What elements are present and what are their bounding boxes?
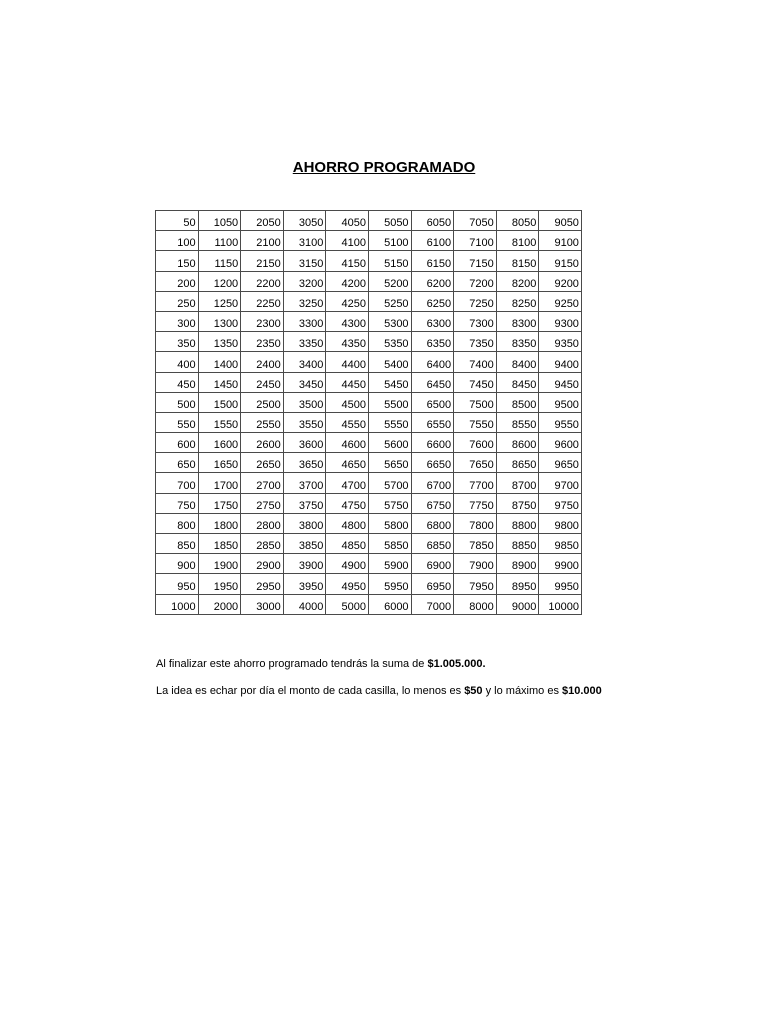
table-cell: 8000 [454, 594, 497, 614]
table-cell: 3150 [283, 251, 326, 271]
table-cell: 5400 [368, 352, 411, 372]
table-cell: 1250 [198, 291, 241, 311]
table-cell: 4650 [326, 453, 369, 473]
table-row [156, 352, 582, 372]
table-cell: 4400 [326, 352, 369, 372]
table-cell: 4700 [326, 473, 369, 493]
table-cell: 9450 [539, 372, 582, 392]
table-cell: 5800 [368, 513, 411, 533]
table-cell: 6500 [411, 392, 454, 412]
table-row [156, 291, 582, 311]
table-cell: 2800 [241, 513, 284, 533]
table-row [156, 392, 582, 412]
table-cell: 7200 [454, 271, 497, 291]
table-cell: 8300 [496, 311, 539, 331]
table-cell: 2350 [241, 332, 284, 352]
table-cell: 8550 [496, 412, 539, 432]
table-cell: 7700 [454, 473, 497, 493]
table-cell: 2650 [241, 453, 284, 473]
table-cell: 7650 [454, 453, 497, 473]
table-cell: 2300 [241, 311, 284, 331]
table-cell: 5000 [326, 594, 369, 614]
table-cell: 8400 [496, 352, 539, 372]
table-cell: 5500 [368, 392, 411, 412]
instructions-note [156, 685, 756, 698]
table-cell: 600 [156, 433, 199, 453]
table-cell: 5950 [368, 574, 411, 594]
table-cell: 9900 [539, 554, 582, 574]
table-cell: 3000 [241, 594, 284, 614]
table-cell: 4850 [326, 534, 369, 554]
table-cell: 3050 [283, 211, 326, 231]
table-cell: 3400 [283, 352, 326, 372]
table-row [156, 412, 582, 432]
table-cell: 5700 [368, 473, 411, 493]
table-cell: 4250 [326, 291, 369, 311]
table-cell: 1150 [198, 251, 241, 271]
instructions-text-b: y lo máximo es [482, 685, 563, 697]
table-cell: 5250 [368, 291, 411, 311]
table-cell: 5750 [368, 493, 411, 513]
table-cell: 800 [156, 513, 199, 533]
table-cell: 5050 [368, 211, 411, 231]
table-cell: 6150 [411, 251, 454, 271]
table-cell: 8500 [496, 392, 539, 412]
table-cell: 3700 [283, 473, 326, 493]
table-cell: 5350 [368, 332, 411, 352]
table-cell: 4100 [326, 231, 369, 251]
total-amount: $1.005.000. [427, 658, 486, 670]
table-cell: 8900 [496, 554, 539, 574]
table-cell: 9200 [539, 271, 582, 291]
table-cell: 4750 [326, 493, 369, 513]
table-cell: 2700 [241, 473, 284, 493]
table-cell: 6750 [411, 493, 454, 513]
max-amount: $10.000 [562, 685, 602, 697]
table-cell: 6900 [411, 554, 454, 574]
table-cell: 450 [156, 372, 199, 392]
table-cell: 7850 [454, 534, 497, 554]
table-cell: 5300 [368, 311, 411, 331]
table-cell: 7800 [454, 513, 497, 533]
table-cell: 1300 [198, 311, 241, 331]
table-cell: 8600 [496, 433, 539, 453]
page-title: AHORRO PROGRAMADO [292, 159, 476, 176]
table-cell: 9050 [539, 211, 582, 231]
table-cell: 6350 [411, 332, 454, 352]
table-cell: 150 [156, 251, 199, 271]
table-cell: 3800 [283, 513, 326, 533]
table-cell: 700 [156, 473, 199, 493]
table-cell: 5550 [368, 412, 411, 432]
table-cell: 3450 [283, 372, 326, 392]
table-cell: 8950 [496, 574, 539, 594]
table-cell: 3650 [283, 453, 326, 473]
table-cell: 2050 [241, 211, 284, 231]
table-cell: 8250 [496, 291, 539, 311]
table-row [156, 433, 582, 453]
table-cell: 4900 [326, 554, 369, 574]
table-cell: 2450 [241, 372, 284, 392]
table-cell: 550 [156, 412, 199, 432]
table-cell: 3200 [283, 271, 326, 291]
table-cell: 3250 [283, 291, 326, 311]
table-cell: 1450 [198, 372, 241, 392]
table-cell: 7300 [454, 311, 497, 331]
table-cell: 5100 [368, 231, 411, 251]
table-cell: 3900 [283, 554, 326, 574]
table-cell: 9400 [539, 352, 582, 372]
table-cell: 750 [156, 493, 199, 513]
table-cell: 350 [156, 332, 199, 352]
table-cell: 8100 [496, 231, 539, 251]
table-cell: 3350 [283, 332, 326, 352]
table-cell: 250 [156, 291, 199, 311]
table-cell: 1650 [198, 453, 241, 473]
min-amount: $50 [464, 685, 483, 697]
table-row [156, 372, 582, 392]
table-cell: 9350 [539, 332, 582, 352]
table-cell: 1400 [198, 352, 241, 372]
table-cell: 1700 [198, 473, 241, 493]
table-cell: 4800 [326, 513, 369, 533]
table-cell: 6600 [411, 433, 454, 453]
table-cell: 5850 [368, 534, 411, 554]
table-cell: 8200 [496, 271, 539, 291]
table-cell: 50 [156, 211, 199, 231]
table-cell: 4150 [326, 251, 369, 271]
table-row [156, 493, 582, 513]
notes [156, 658, 756, 712]
table-cell: 1600 [198, 433, 241, 453]
table-cell: 2400 [241, 352, 284, 372]
table-cell: 400 [156, 352, 199, 372]
table-cell: 6250 [411, 291, 454, 311]
table-cell: 9750 [539, 493, 582, 513]
table-cell: 8750 [496, 493, 539, 513]
table-cell: 3850 [283, 534, 326, 554]
table-cell: 9600 [539, 433, 582, 453]
table-cell: 8350 [496, 332, 539, 352]
table-cell: 9100 [539, 231, 582, 251]
table-cell: 8150 [496, 251, 539, 271]
table-row [156, 332, 582, 352]
table-cell: 8850 [496, 534, 539, 554]
table-cell: 5900 [368, 554, 411, 574]
table-cell: 7600 [454, 433, 497, 453]
table-cell: 1500 [198, 392, 241, 412]
table-cell: 1900 [198, 554, 241, 574]
table-cell: 9550 [539, 412, 582, 432]
table-cell: 4550 [326, 412, 369, 432]
savings-table-body [156, 211, 582, 615]
table-row [156, 513, 582, 533]
table-cell: 9300 [539, 311, 582, 331]
table-cell: 500 [156, 392, 199, 412]
table-cell: 7750 [454, 493, 497, 513]
table-cell: 9250 [539, 291, 582, 311]
table-cell: 9000 [496, 594, 539, 614]
table-cell: 7150 [454, 251, 497, 271]
table-cell: 9800 [539, 513, 582, 533]
table-cell: 10000 [539, 594, 582, 614]
savings-table [155, 210, 582, 615]
table-cell: 6800 [411, 513, 454, 533]
table-row [156, 594, 582, 614]
table-row [156, 271, 582, 291]
table-cell: 1550 [198, 412, 241, 432]
table-cell: 7550 [454, 412, 497, 432]
instructions-text-a: La idea es echar por día el monto de cada casilla, lo menos es [156, 685, 465, 697]
table-cell: 7350 [454, 332, 497, 352]
table-cell: 2250 [241, 291, 284, 311]
table-cell: 850 [156, 534, 199, 554]
table-cell: 8650 [496, 453, 539, 473]
table-row [156, 211, 582, 231]
table-cell: 7500 [454, 392, 497, 412]
table-cell: 9950 [539, 574, 582, 594]
table-cell: 4350 [326, 332, 369, 352]
table-cell: 6100 [411, 231, 454, 251]
table-row [156, 311, 582, 331]
table-cell: 300 [156, 311, 199, 331]
table-cell: 7400 [454, 352, 497, 372]
table-cell: 6200 [411, 271, 454, 291]
table-cell: 2100 [241, 231, 284, 251]
table-cell: 4000 [283, 594, 326, 614]
table-row [156, 574, 582, 594]
table-row [156, 534, 582, 554]
table-cell: 9700 [539, 473, 582, 493]
table-row [156, 554, 582, 574]
table-cell: 4500 [326, 392, 369, 412]
table-cell: 1950 [198, 574, 241, 594]
table-cell: 8800 [496, 513, 539, 533]
table-cell: 1050 [198, 211, 241, 231]
table-cell: 8450 [496, 372, 539, 392]
table-cell: 7450 [454, 372, 497, 392]
table-cell: 2200 [241, 271, 284, 291]
table-cell: 2950 [241, 574, 284, 594]
table-cell: 4200 [326, 271, 369, 291]
table-cell: 650 [156, 453, 199, 473]
table-cell: 6050 [411, 211, 454, 231]
table-cell: 3950 [283, 574, 326, 594]
table-cell: 4600 [326, 433, 369, 453]
table-cell: 8700 [496, 473, 539, 493]
table-cell: 3500 [283, 392, 326, 412]
table-cell: 4450 [326, 372, 369, 392]
table-cell: 1100 [198, 231, 241, 251]
table-cell: 5150 [368, 251, 411, 271]
table-row [156, 231, 582, 251]
table-cell: 1800 [198, 513, 241, 533]
table-row [156, 453, 582, 473]
table-cell: 950 [156, 574, 199, 594]
table-row [156, 251, 582, 271]
table-cell: 3300 [283, 311, 326, 331]
table-cell: 9650 [539, 453, 582, 473]
total-note [156, 658, 756, 671]
table-cell: 1200 [198, 271, 241, 291]
table-cell: 6450 [411, 372, 454, 392]
table-cell: 3600 [283, 433, 326, 453]
table-cell: 9850 [539, 534, 582, 554]
table-cell: 2500 [241, 392, 284, 412]
table-cell: 100 [156, 231, 199, 251]
table-cell: 1750 [198, 493, 241, 513]
table-cell: 5450 [368, 372, 411, 392]
total-note-text: Al finalizar este ahorro programado tendrás la suma de [156, 658, 428, 670]
table-cell: 3750 [283, 493, 326, 513]
table-cell: 5600 [368, 433, 411, 453]
table-cell: 9150 [539, 251, 582, 271]
table-cell: 9500 [539, 392, 582, 412]
table-cell: 900 [156, 554, 199, 574]
table-cell: 5650 [368, 453, 411, 473]
table-cell: 4300 [326, 311, 369, 331]
table-cell: 2550 [241, 412, 284, 432]
table-cell: 6550 [411, 412, 454, 432]
table-cell: 3100 [283, 231, 326, 251]
table-cell: 2900 [241, 554, 284, 574]
table-cell: 6650 [411, 453, 454, 473]
table-cell: 2150 [241, 251, 284, 271]
table-cell: 3550 [283, 412, 326, 432]
table-cell: 7950 [454, 574, 497, 594]
table-row [156, 473, 582, 493]
table-cell: 7900 [454, 554, 497, 574]
table-cell: 6400 [411, 352, 454, 372]
table-cell: 1350 [198, 332, 241, 352]
table-cell: 4950 [326, 574, 369, 594]
table-cell: 8050 [496, 211, 539, 231]
table-cell: 7050 [454, 211, 497, 231]
table-cell: 5200 [368, 271, 411, 291]
table-cell: 1850 [198, 534, 241, 554]
table-cell: 2850 [241, 534, 284, 554]
table-cell: 1000 [156, 594, 199, 614]
table-cell: 6850 [411, 534, 454, 554]
table-cell: 6700 [411, 473, 454, 493]
table-cell: 4050 [326, 211, 369, 231]
table-cell: 7000 [411, 594, 454, 614]
table-cell: 2750 [241, 493, 284, 513]
table-cell: 200 [156, 271, 199, 291]
table-cell: 2600 [241, 433, 284, 453]
table-cell: 7250 [454, 291, 497, 311]
table-cell: 7100 [454, 231, 497, 251]
table-cell: 6300 [411, 311, 454, 331]
table-cell: 2000 [198, 594, 241, 614]
table-cell: 6000 [368, 594, 411, 614]
table-cell: 6950 [411, 574, 454, 594]
